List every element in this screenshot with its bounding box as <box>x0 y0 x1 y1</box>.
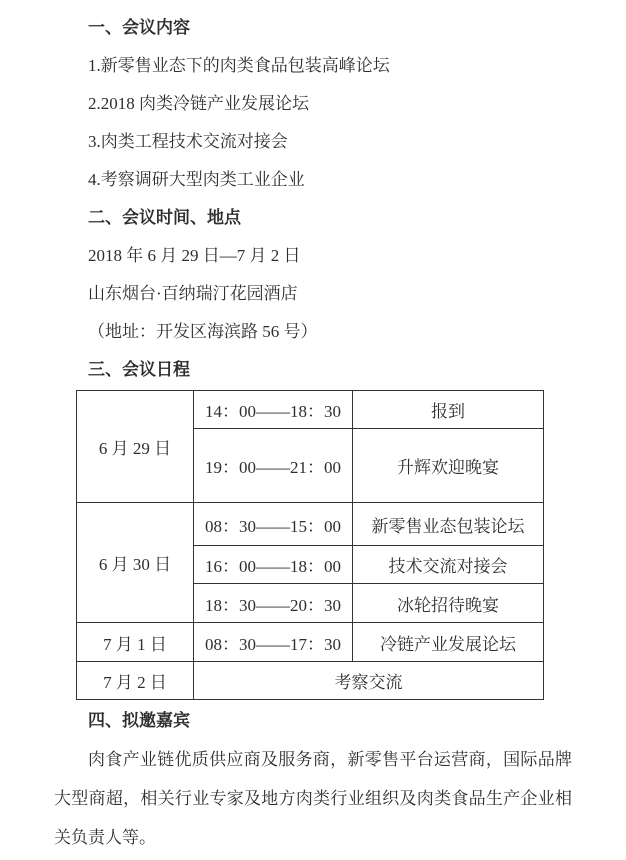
meeting-content-item: 4.考察调研大型肉类工业企业 <box>88 170 305 189</box>
table-row <box>77 623 544 662</box>
section-heading-invited-guests: 四、拟邀嘉宾 <box>88 711 190 730</box>
event-cell: 报到 <box>353 391 544 429</box>
event-cell-merged: 考察交流 <box>194 662 544 700</box>
schedule-table <box>76 390 544 700</box>
event-cell: 新零售业态包装论坛 <box>353 503 544 546</box>
date-cell: 6 月 29 日 <box>77 391 194 503</box>
section-heading-agenda: 三、会议日程 <box>88 360 190 379</box>
time-cell: 16：00——18：00 <box>194 546 353 584</box>
date-cell: 7 月 2 日 <box>77 662 194 700</box>
date-cell: 6 月 30 日 <box>77 503 194 623</box>
section-heading-time-place: 二、会议时间、地点 <box>88 208 241 227</box>
time-cell: 08：30——17：30 <box>194 623 353 662</box>
table-row <box>77 391 544 429</box>
time-cell: 19：00——21：00 <box>194 429 353 503</box>
time-cell: 14：00——18：30 <box>194 391 353 429</box>
table-row <box>77 503 544 546</box>
date-cell: 7 月 1 日 <box>77 623 194 662</box>
section-heading-meeting-content: 一、会议内容 <box>88 18 190 37</box>
event-cell: 冷链产业发展论坛 <box>353 623 544 662</box>
meeting-venue: 山东烟台·百纳瑞汀花园酒店 <box>88 284 298 303</box>
meeting-address: （地址：开发区海滨路 56 号） <box>88 322 318 341</box>
invited-guests-paragraph: 肉食产业链优质供应商及服务商，新零售平台运营商，国际品牌大型商超，相关行业专家及地方肉类行业组织及肉类食品生产企业相关负责人等。 <box>54 750 572 847</box>
event-cell: 冰轮招待晚宴 <box>353 584 544 623</box>
event-cell: 升辉欢迎晚宴 <box>353 429 544 503</box>
meeting-content-item: 2.2018 肉类冷链产业发展论坛 <box>88 94 309 113</box>
time-cell: 08：30——15：00 <box>194 503 353 546</box>
time-cell: 18：30——20：30 <box>194 584 353 623</box>
event-cell: 技术交流对接会 <box>353 546 544 584</box>
meeting-content-item: 1.新零售业态下的肉类食品包装高峰论坛 <box>88 56 390 75</box>
table-row <box>77 662 544 700</box>
meeting-content-item: 3.肉类工程技术交流对接会 <box>88 132 288 151</box>
meeting-dates: 2018 年 6 月 29 日—7 月 2 日 <box>88 246 301 265</box>
